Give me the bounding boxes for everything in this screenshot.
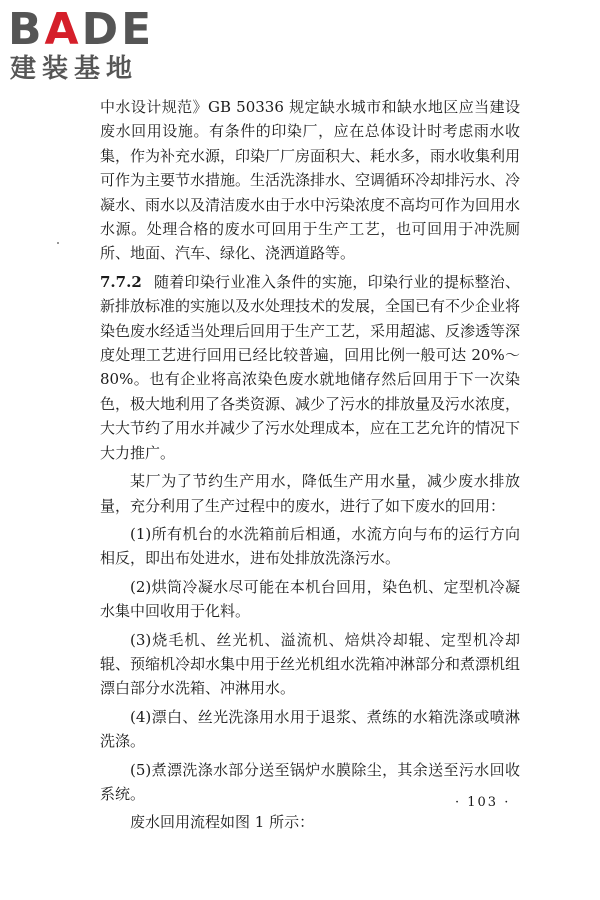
list-item: (1)所有机台的水洗箱前后相通，水流方向与布的运行方向相反，即出布处进水，进布处排放洗涤污水。 [100, 524, 520, 568]
list-item: (2)烘筒冷凝水尽可能在本机台回用，染色机、定型机冷凝水集中回收用于化料。 [100, 577, 520, 621]
section-number: 7.7.2 [100, 272, 142, 291]
list-item: (5)煮漂洗涤水部分送至锅炉水膜除尘，其余送至污水回收系统。 [100, 760, 520, 803]
logo-wordmark: BADE [8, 4, 155, 55]
list-item: (4)漂白、丝光洗涤用水用于退浆、煮练的水箱洗涤或喷淋洗涤。 [100, 707, 520, 751]
section-text: 随着印染行业准入条件的实施，印染行业的提标整治、新排放标准的实施以及水处理技术的发展，全国已有不少企业将染色废水经适当处理后回用于生产工艺，采用超滤、反渗透等深度处理工艺进行回用已经比较普遍，回用比例一般可达 20%～80%。也有企业将高浓染色废水就地储存然后回用于下一次染色，极大地利用了各类资源、减少了污水的排放量及污水浓度，大大节约了用水并减少了污水处理成本，应在工艺允许的情况下大力推广。 [100, 272, 521, 462]
list-item: (3)烧毛机、丝光机、溢流机、焙烘冷却辊、定型机冷却辊、预缩机冷却水集中用于丝光机组水洗箱冲淋部分和煮漂机组漂白部分水洗箱、冲淋用水。 [100, 630, 521, 698]
paragraph-intro: 某厂为了节约生产用水，降低生产用水量，减少废水排放量，充分利用了生产过程中的废水，进行了如下废水的回用： [100, 472, 520, 515]
paragraph-figure-ref: 废水回用流程如图 1 所示： [130, 813, 315, 832]
paragraph-continuation: 中水设计规范》GB 50336 规定缺水城市和缺水地区应当建设废水回用设施。有条件的印染厂，应在总体设计时考虑雨水收集，作为补充水源，印染厂厂房面积大、耗水多，雨水收集利用可作为主要节水措施。生活洗涤排水、空调循环冷却排污水、冷凝水、雨水以及清洁废水由于水中污染浓度不高均可作为回用水水源。处理合格的废水可回用于生产工艺，也可回用于冲洗厕所、地面、汽车、绿化、浇洒道路等。 [100, 98, 521, 263]
logo-subtitle: 建装基地 [10, 54, 139, 84]
page-number: · 103 · [455, 795, 511, 810]
section-paragraph [100, 270, 520, 465]
logo-accent-letter: A [44, 4, 82, 55]
brand-logo [8, 6, 154, 84]
margin-mark [57, 242, 59, 244]
document-body [100, 95, 520, 839]
